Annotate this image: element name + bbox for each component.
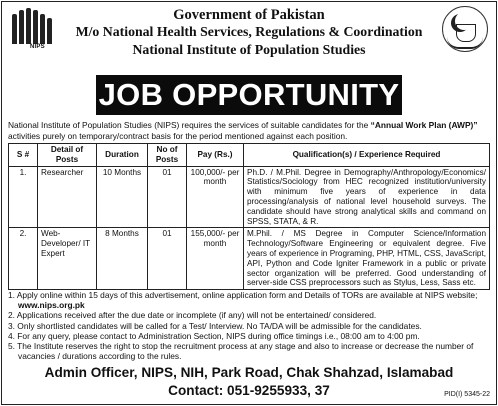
header-pay: Pay (Rs.)	[187, 144, 244, 167]
header-detail: Detail of Posts	[38, 144, 97, 167]
header-qualification: Qualification(s) / Experience Required	[244, 144, 490, 167]
list-item: 5. The Institute reserves the right to stop the recruitment process at any stage and also to increase or decrease the number of vacancies / durations according to the rules.	[8, 341, 474, 362]
cell-post: Researcher	[38, 166, 97, 228]
nips-logo-text: NIPS	[30, 44, 45, 50]
pid-number: PID(I) 5345-22	[444, 391, 490, 398]
table-header-row	[9, 144, 490, 167]
website-link[interactable]: www.nips.org.pk	[18, 300, 85, 311]
cell-sno: 2.	[9, 228, 38, 290]
intro-highlight: “Annual Work Plan (AWP)”	[370, 120, 478, 130]
table-row	[9, 166, 490, 228]
cell-qualification: M.Phil. / MS Degree in Computer Science/Information Technology/Software Engineering or equivalent degree. Five years of experience in Programing, PHP, HTML, CSS, JavaScript, API, Python and Code Igniter Framework in a public or private sector organization will be preferred. Good understanding of server-side CSS preprocessors such as Stylus, Less, Sass etc.	[244, 228, 490, 290]
intro-text: National Institute of Population Studies (NIPS) requires the services of suitable candidates for the	[8, 120, 371, 130]
job-opportunity-banner: JOB OPPORTUNITY	[96, 75, 402, 115]
list-item	[8, 290, 492, 310]
positions-table	[8, 143, 490, 290]
list-item: 3. Only shortlisted candidates will be called for a Test/ Interview. No TA/DA will be admissible for the candidates.	[8, 320, 422, 331]
header-institute: National Institute of Population Studies	[132, 42, 366, 57]
cell-sno: 1.	[9, 166, 38, 228]
header-ministry: M/o National Health Services, Regulations & Coordination	[75, 24, 423, 39]
cell-qualification: Ph.D. / M.Phil. Degree in Demography/Anthropology/Economics/ Statistics/Sociology from HEC recognized institution/university with minimum five years of experience in data processing/analysis of national level household surveys. The candidate should have strong analytical skills and command on SPSS, STATA, & R.	[244, 166, 490, 228]
footer-address: Admin Officer, NIPS, NIH, Park Road, Chak Shahzad, Islamabad	[44, 365, 454, 380]
cell-posts: 01	[148, 228, 187, 290]
header-government: Government of Pakistan	[173, 7, 325, 23]
intro-paragraph	[8, 120, 492, 141]
note-text: 1. Apply online within 15 days of this advertisement, online application form and Details of TORs are available at NIPS website;	[8, 290, 478, 300]
cell-post: Web-Developer/ IT Expert	[38, 228, 97, 290]
footer-contact: Contact: 051-9255933, 37	[168, 383, 330, 398]
list-item: 2. Applications received after the due date or incomplete (if any) will not be entertained/ considered.	[8, 310, 377, 321]
intro-text-end: activities purely on temporary/contract basis for the period mentioned against each position.	[8, 130, 348, 141]
cell-duration: 10 Months	[97, 166, 148, 228]
cell-posts: 01	[148, 166, 187, 228]
cell-pay: 100,000/- per month	[187, 166, 244, 228]
cell-duration: 8 Months	[97, 228, 148, 290]
instructions-list	[8, 290, 492, 361]
header-sno: S #	[9, 144, 38, 167]
header-posts: No of Posts	[148, 144, 187, 167]
header-duration: Duration	[97, 144, 148, 167]
table-row	[9, 228, 490, 290]
list-item: 4. For any query, please contact to Administration Section, NIPS during office timings i.e., 08:00 am to 4:00 pm.	[8, 330, 420, 341]
cell-pay: 155,000/- per month	[187, 228, 244, 290]
